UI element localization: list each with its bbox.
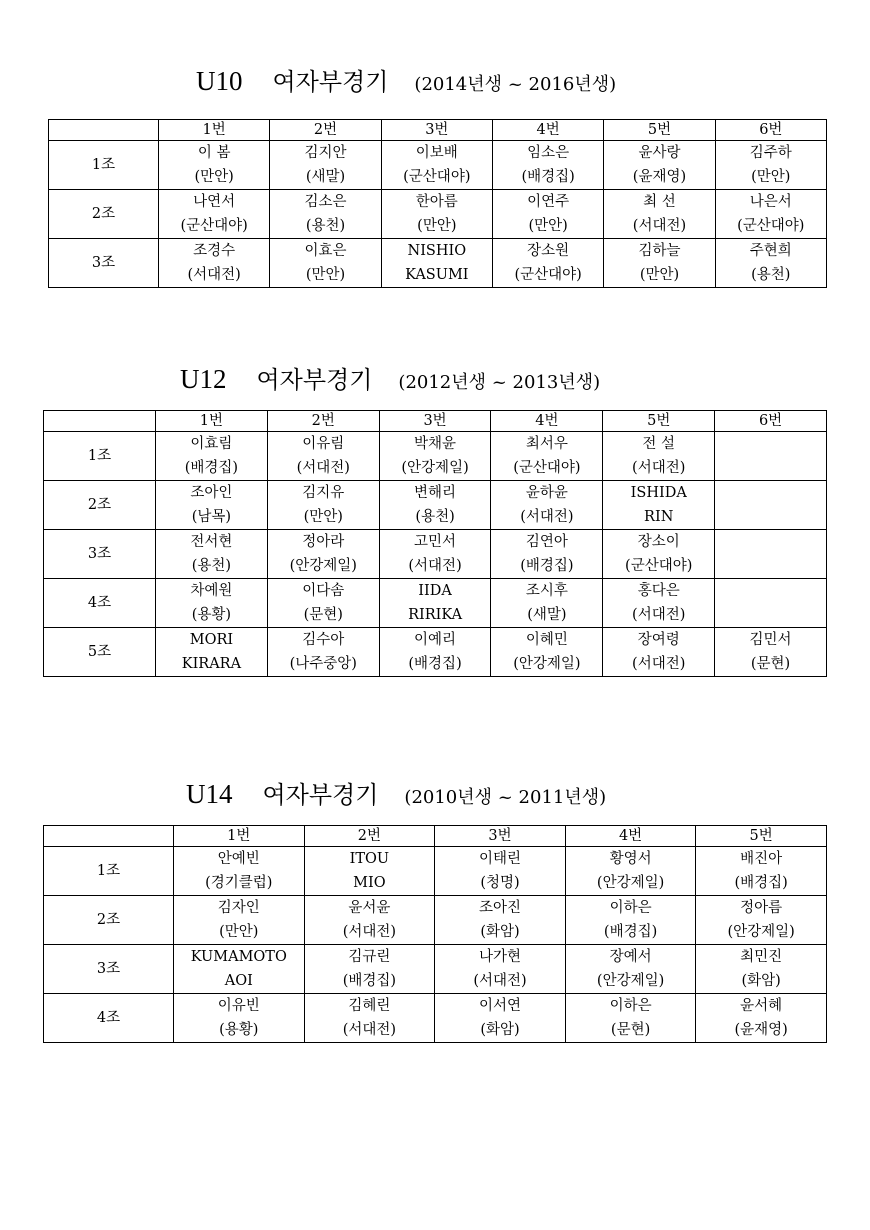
player-name: 한아름 [415, 194, 458, 210]
player-name: 장소원 [527, 243, 570, 259]
table-header-row [44, 826, 827, 847]
player-name: IIDA [418, 583, 452, 599]
table-header-row [44, 411, 827, 432]
player-name: ISHIDA [630, 485, 687, 501]
player-name: 변해리 [414, 485, 457, 501]
player-club: (화암) [480, 1022, 520, 1038]
section-category: U10 [196, 66, 243, 96]
table-row [49, 141, 827, 190]
group-label: 1조 [49, 141, 159, 190]
player-club: (화암) [741, 973, 781, 989]
player-club: (서대전) [632, 656, 686, 672]
player-name: 이태린 [478, 851, 521, 867]
player-name: MORI [189, 632, 234, 648]
player-cell [379, 481, 491, 530]
player-cell [565, 896, 696, 945]
group-label: 1조 [44, 432, 156, 481]
section-birth-range: (2012년생 ~ 2013년생) [398, 372, 601, 393]
player-club: (안강제일) [513, 656, 581, 672]
player-cell [270, 141, 381, 190]
player-club: (배경집) [342, 973, 397, 989]
player-cell [604, 190, 715, 239]
player-club: (배경집) [521, 169, 575, 185]
player-cell [715, 190, 826, 239]
player-name: NISHIO [407, 243, 467, 259]
player-cell [565, 847, 696, 896]
player-cell [696, 994, 827, 1043]
player-club: (만안) [639, 267, 680, 283]
section-title [186, 775, 606, 810]
player-cell [304, 847, 435, 896]
player-cell [715, 628, 827, 677]
player-cell [603, 481, 715, 530]
column-header: 5번 [696, 826, 827, 847]
player-cell [304, 896, 435, 945]
player-club: (서대전) [473, 973, 527, 989]
table-row [49, 190, 827, 239]
player-cell [381, 239, 492, 288]
player-name: 정아라 [302, 534, 345, 550]
player-club: (만안) [417, 218, 457, 234]
player-name: 김지유 [302, 485, 345, 501]
player-cell [174, 847, 305, 896]
player-name: 김민서 [749, 632, 792, 648]
player-cell [156, 628, 268, 677]
player-name: 이서연 [478, 998, 521, 1014]
draw-table [43, 825, 827, 1043]
player-club: (안강제일) [596, 875, 665, 891]
section-label: 여자부경기 [272, 68, 389, 96]
player-club: (군산대야) [625, 558, 693, 574]
player-club: (남목) [191, 509, 232, 525]
player-club: (용천) [751, 267, 791, 283]
column-header: 4번 [565, 826, 696, 847]
column-header: 1번 [156, 411, 268, 432]
player-cell [696, 896, 827, 945]
player-cell [715, 530, 827, 579]
player-club: (만안) [305, 267, 346, 283]
player-cell [174, 994, 305, 1043]
player-club: (나주중앙) [289, 656, 357, 672]
player-club: (군산대야) [514, 267, 582, 283]
player-club: (배경집) [734, 875, 788, 891]
player-club: (군산대야) [180, 218, 248, 234]
player-cell [604, 239, 715, 288]
player-club: (안강제일) [401, 460, 469, 476]
table-row [44, 481, 827, 530]
player-club: (윤재영) [632, 169, 687, 185]
player-name: 장예서 [609, 949, 652, 965]
player-club: (서대전) [296, 460, 350, 476]
player-name: 조아진 [478, 900, 521, 916]
player-cell [159, 190, 270, 239]
player-name: 이유빈 [217, 998, 260, 1014]
player-club: (배경집) [603, 924, 658, 940]
player-name: 나가현 [478, 949, 521, 965]
player-name: 최민진 [740, 949, 783, 965]
player-club: (서대전) [187, 267, 241, 283]
player-cell [491, 579, 603, 628]
player-cell [267, 628, 379, 677]
group-label: 3조 [44, 530, 156, 579]
column-header: 1번 [174, 826, 305, 847]
section-birth-range: (2014년생 ~ 2016년생) [414, 74, 617, 95]
player-name: 이예리 [414, 632, 457, 648]
group-label: 2조 [44, 896, 174, 945]
player-name: 나연서 [193, 194, 236, 210]
player-name: 김소은 [304, 194, 347, 210]
player-name: 윤서윤 [348, 900, 391, 916]
player-cell [603, 530, 715, 579]
table-header-row [49, 120, 827, 141]
player-club: (용황) [191, 607, 232, 623]
player-club: (서대전) [408, 558, 462, 574]
column-header: 5번 [604, 120, 715, 141]
player-cell [565, 994, 696, 1043]
player-club: (서대전) [632, 218, 687, 234]
player-cell [491, 481, 603, 530]
section-label: 여자부경기 [262, 781, 379, 809]
player-club: KASUMI [405, 267, 469, 283]
player-name: 이다솜 [302, 583, 345, 599]
player-cell [491, 628, 603, 677]
player-club: (만안) [219, 924, 259, 940]
player-name: 김혜린 [348, 998, 391, 1014]
player-club: (용천) [305, 218, 346, 234]
player-club: (서대전) [632, 460, 686, 476]
column-header: 3번 [379, 411, 491, 432]
player-club: (배경집) [520, 558, 574, 574]
player-name: 이보배 [415, 145, 458, 161]
player-cell [156, 432, 268, 481]
player-club: (만안) [751, 169, 791, 185]
column-header: 4번 [491, 411, 603, 432]
player-club: (윤재영) [734, 1022, 788, 1038]
player-cell [715, 239, 826, 288]
column-header: 1번 [159, 120, 270, 141]
player-name: 정아름 [740, 900, 783, 916]
player-cell [715, 579, 827, 628]
player-cell [715, 481, 827, 530]
group-label: 1조 [44, 847, 174, 896]
player-name: 나은서 [749, 194, 792, 210]
player-club: (만안) [194, 169, 234, 185]
player-name: 최 선 [643, 194, 676, 210]
player-cell [603, 628, 715, 677]
player-club: RIN [644, 509, 674, 525]
player-name: 윤하윤 [525, 485, 568, 501]
player-cell [304, 994, 435, 1043]
player-name: 홍다은 [637, 583, 680, 599]
player-club: (경기클럽) [205, 875, 273, 891]
player-name: 최서우 [525, 436, 568, 452]
player-club: (군산대야) [737, 218, 805, 234]
player-name: 김주하 [749, 145, 792, 161]
player-cell [379, 432, 491, 481]
player-cell [491, 530, 603, 579]
player-club: (배경집) [408, 656, 462, 672]
player-name: 이 봄 [197, 145, 231, 161]
group-label: 4조 [44, 579, 156, 628]
player-name: 김지안 [304, 145, 347, 161]
player-cell [270, 190, 381, 239]
player-cell [603, 579, 715, 628]
player-cell [156, 530, 268, 579]
player-cell [381, 141, 492, 190]
table-row [44, 945, 827, 994]
player-cell [174, 896, 305, 945]
column-header: 3번 [381, 120, 492, 141]
column-header: 6번 [715, 411, 827, 432]
player-cell [715, 432, 827, 481]
player-cell [604, 141, 715, 190]
player-name: 이하은 [609, 998, 652, 1014]
draw-table [48, 119, 827, 288]
column-header: 3번 [435, 826, 566, 847]
player-name: 고민서 [414, 534, 457, 550]
section-category: U12 [180, 364, 227, 394]
section-category: U14 [186, 779, 233, 809]
table-row [44, 628, 827, 677]
player-name: ITOU [349, 851, 390, 867]
player-cell [696, 945, 827, 994]
player-name: 조경수 [193, 243, 236, 259]
player-name: 이하은 [609, 900, 652, 916]
group-label: 5조 [44, 628, 156, 677]
player-cell [379, 530, 491, 579]
player-cell [159, 239, 270, 288]
player-name: 이연주 [527, 194, 570, 210]
player-name: 김자인 [217, 900, 260, 916]
player-name: 김규린 [348, 949, 391, 965]
player-cell [159, 141, 270, 190]
player-name: 조시후 [525, 583, 568, 599]
player-club: (화암) [480, 924, 520, 940]
table-row [44, 896, 827, 945]
table-row [44, 579, 827, 628]
column-header: 4번 [492, 120, 603, 141]
player-club: (문현) [303, 607, 343, 623]
player-name: 전 설 [642, 436, 676, 452]
player-cell [156, 481, 268, 530]
group-label: 3조 [49, 239, 159, 288]
player-name: 주현희 [749, 243, 792, 259]
player-club: (새말) [305, 169, 346, 185]
player-cell [267, 579, 379, 628]
table-row [44, 847, 827, 896]
player-cell [156, 579, 268, 628]
table-row [44, 994, 827, 1043]
player-name: 박채윤 [414, 436, 457, 452]
player-cell [492, 190, 603, 239]
player-cell [696, 847, 827, 896]
player-name: 이효은 [304, 243, 347, 259]
player-club: (배경집) [184, 460, 239, 476]
player-name: 이혜민 [525, 632, 568, 648]
player-club: (만안) [303, 509, 343, 525]
group-label: 2조 [44, 481, 156, 530]
column-header: 6번 [715, 120, 826, 141]
player-name: 안예빈 [217, 851, 260, 867]
table-row [49, 239, 827, 288]
table-row [44, 530, 827, 579]
player-club: (용천) [415, 509, 455, 525]
player-name: 김하늘 [638, 243, 681, 259]
player-name: 윤사랑 [638, 145, 681, 161]
player-cell [379, 628, 491, 677]
player-club: (만안) [528, 218, 568, 234]
player-club: (서대전) [520, 509, 574, 525]
player-name: 전서현 [190, 534, 233, 550]
column-header: 2번 [267, 411, 379, 432]
player-name: 차예원 [190, 583, 233, 599]
section-title [196, 62, 616, 97]
player-club: (군산대야) [403, 169, 471, 185]
player-club: AOI [224, 973, 253, 989]
column-header: 2번 [270, 120, 381, 141]
player-club: KIRARA [181, 656, 242, 672]
player-cell [267, 481, 379, 530]
player-cell [304, 945, 435, 994]
player-name: 배진아 [740, 851, 783, 867]
column-header: 5번 [603, 411, 715, 432]
player-cell [381, 190, 492, 239]
player-club: (군산대야) [513, 460, 581, 476]
player-cell [267, 530, 379, 579]
player-club: (서대전) [342, 1022, 397, 1038]
player-cell [435, 847, 566, 896]
player-name: 조아인 [190, 485, 233, 501]
player-club: (용천) [191, 558, 232, 574]
player-club: (청명) [480, 875, 520, 891]
player-cell [379, 579, 491, 628]
player-club: MIO [353, 875, 386, 891]
section-birth-range: (2010년생 ~ 2011년생) [404, 787, 607, 808]
player-name: 김수아 [302, 632, 345, 648]
group-label: 2조 [49, 190, 159, 239]
corner-cell [44, 411, 156, 432]
player-club: (문현) [610, 1022, 651, 1038]
player-cell [565, 945, 696, 994]
draw-table [43, 410, 827, 677]
section-label: 여자부경기 [256, 366, 373, 394]
player-name: 이효림 [190, 436, 233, 452]
column-header: 2번 [304, 826, 435, 847]
player-name: 윤서혜 [740, 998, 783, 1014]
player-club: (안강제일) [596, 973, 665, 989]
player-name: 임소은 [527, 145, 570, 161]
player-name: 장여령 [637, 632, 680, 648]
player-club: (서대전) [632, 607, 686, 623]
player-club: (서대전) [342, 924, 397, 940]
player-cell [492, 239, 603, 288]
corner-cell [44, 826, 174, 847]
player-cell [435, 994, 566, 1043]
player-name: KUMAMOTO [190, 949, 287, 965]
player-cell [435, 896, 566, 945]
section-title [180, 360, 600, 395]
player-name: 황영서 [609, 851, 652, 867]
table-row [44, 432, 827, 481]
player-cell [435, 945, 566, 994]
group-label: 4조 [44, 994, 174, 1043]
player-club: (새말) [527, 607, 567, 623]
player-club: (안강제일) [727, 924, 795, 940]
player-name: 이유림 [302, 436, 345, 452]
player-cell [715, 141, 826, 190]
corner-cell [49, 120, 159, 141]
player-cell [603, 432, 715, 481]
player-name: 장소이 [637, 534, 680, 550]
player-club: RIRIKA [408, 607, 463, 623]
player-cell [174, 945, 305, 994]
player-name: 김연아 [525, 534, 568, 550]
group-label: 3조 [44, 945, 174, 994]
player-cell [491, 432, 603, 481]
player-cell [492, 141, 603, 190]
player-club: (안강제일) [289, 558, 357, 574]
player-cell [267, 432, 379, 481]
player-club: (문현) [750, 656, 791, 672]
player-cell [270, 239, 381, 288]
player-club: (용황) [219, 1022, 259, 1038]
